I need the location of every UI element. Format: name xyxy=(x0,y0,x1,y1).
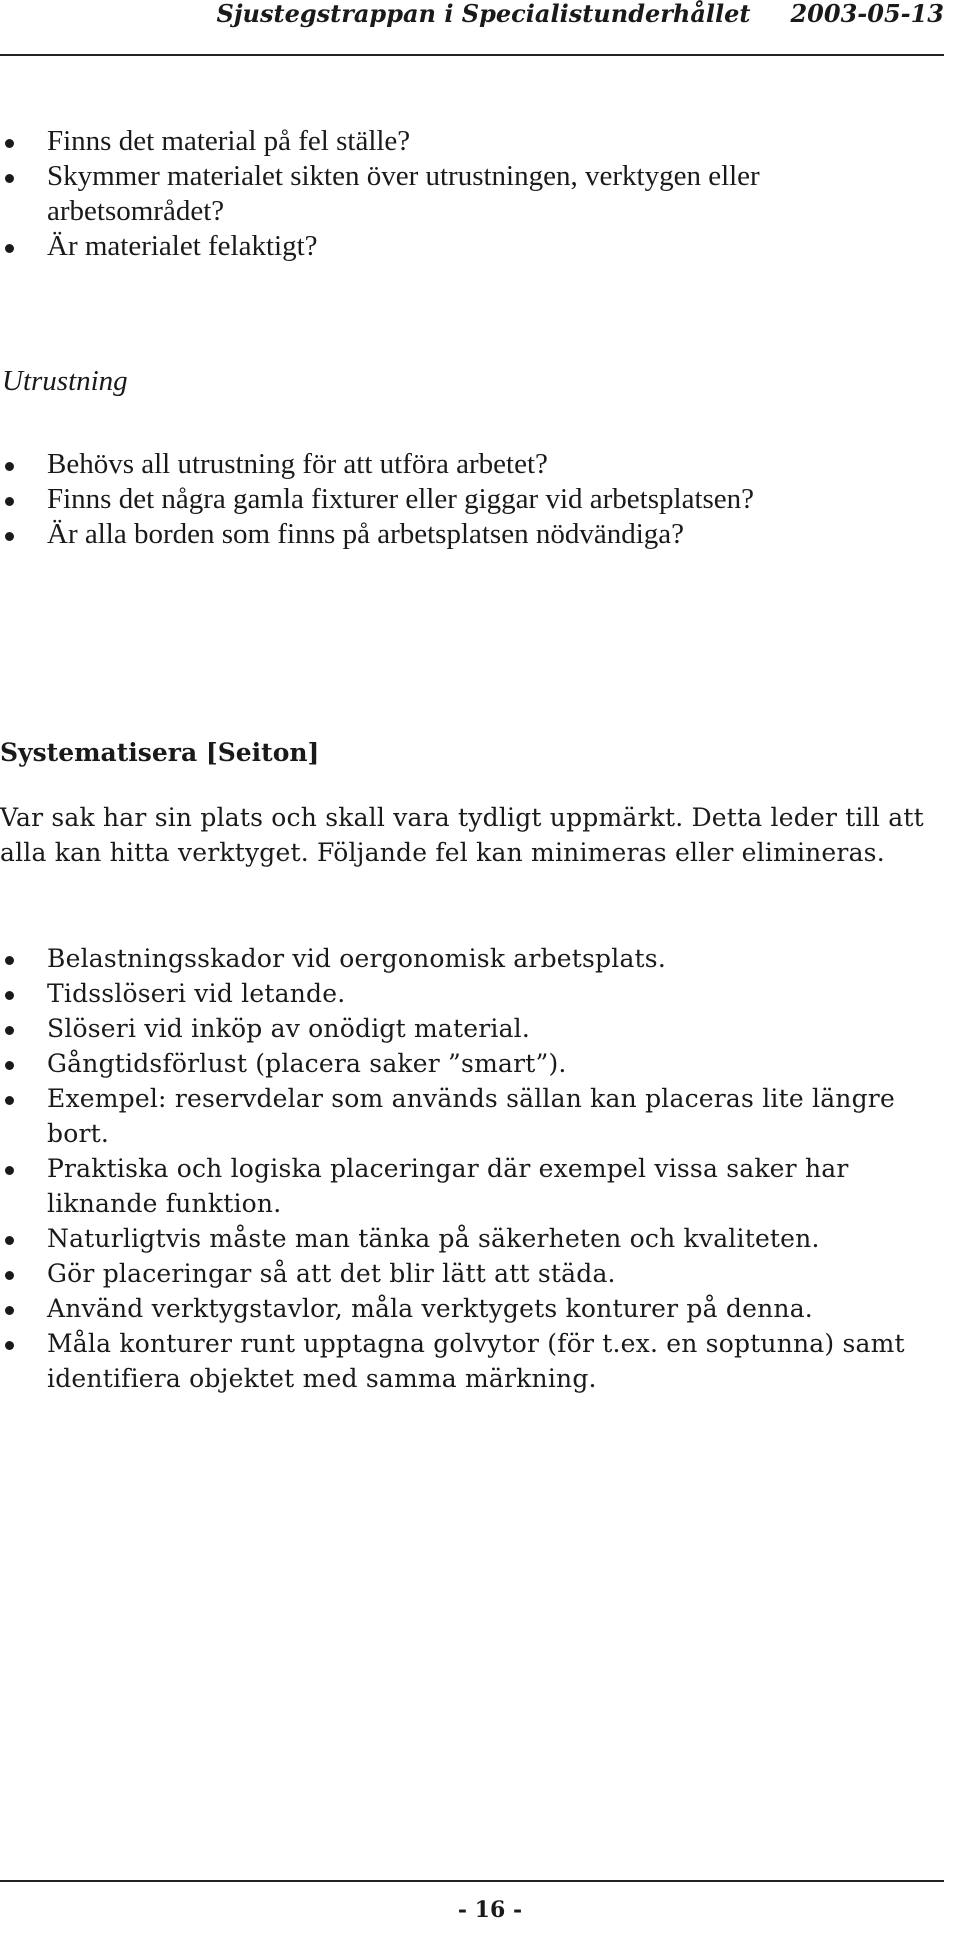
list-item-text: Gör placeringar så att det blir lätt att städa. xyxy=(47,1259,616,1288)
bullet-icon xyxy=(5,1306,14,1315)
bullet-icon xyxy=(5,1166,14,1175)
bullet-icon xyxy=(5,1341,14,1350)
list-item-text: Finns det material på fel ställe? xyxy=(47,125,411,157)
list-item xyxy=(0,1011,958,1046)
page-number: - 16 - xyxy=(457,1897,523,1923)
list-item xyxy=(0,1151,958,1221)
list-item xyxy=(0,159,940,229)
list-item xyxy=(0,482,940,517)
list-item xyxy=(0,124,940,159)
list-item-text: Slöseri vid inköp av onödigt material. xyxy=(47,1014,531,1043)
bullet-icon xyxy=(5,1236,14,1245)
bullet-list-material xyxy=(0,124,940,264)
list-item xyxy=(0,941,958,976)
bullet-icon xyxy=(5,1271,14,1280)
header-divider xyxy=(0,54,944,56)
list-item-text: Måla konturer runt upptagna golvytor (för t.ex. en soptunna) samt identifiera objektet med samma märkning. xyxy=(47,1329,905,1393)
header-text xyxy=(217,0,945,28)
list-item xyxy=(0,1291,958,1326)
bullet-icon xyxy=(5,174,14,183)
bullet-list-seiton xyxy=(0,941,958,1396)
bullet-list-utrustning xyxy=(0,447,940,552)
list-item-text: Skymmer materialet sikten över utrustningen, verktygen eller arbetsområdet? xyxy=(47,160,760,227)
list-item-text: Finns det några gamla fixturer eller giggar vid arbetsplatsen? xyxy=(47,483,755,515)
bullet-icon xyxy=(5,1026,14,1035)
bullet-icon xyxy=(5,991,14,1000)
list-item-text: Använd verktygstavlor, måla verktygets konturer på denna. xyxy=(47,1294,813,1323)
bullet-icon xyxy=(5,956,14,965)
list-item-text: Exempel: reservdelar som används sällan kan placeras lite längre bort. xyxy=(47,1084,895,1148)
list-item-text: Tidsslöseri vid letande. xyxy=(47,979,346,1008)
bullet-icon xyxy=(5,497,14,506)
section-intro-paragraph: Var sak har sin plats och skall vara tydligt uppmärkt. Detta leder till att alla kan hitta verktyget. Följande fel kan minimeras eller elimineras. xyxy=(0,803,924,867)
list-item xyxy=(0,1256,958,1291)
bullet-icon xyxy=(5,532,14,541)
bullet-icon xyxy=(5,1096,14,1105)
list-item xyxy=(0,1326,958,1396)
list-item-text: Är materialet felaktigt? xyxy=(47,230,318,262)
list-item xyxy=(0,229,940,264)
section-heading: Systematisera [Seiton] xyxy=(0,738,320,767)
bullet-icon xyxy=(5,139,14,148)
list-item-text: Belastningsskador vid oergonomisk arbetsplats. xyxy=(47,944,666,973)
footer-divider xyxy=(0,1880,944,1882)
list-item xyxy=(0,447,940,482)
list-item-text: Gångtidsförlust (placera saker ”smart”). xyxy=(47,1049,567,1078)
document-title: Sjustegstrappan i Specialistunderhållet xyxy=(216,0,751,28)
list-item xyxy=(0,1221,958,1256)
list-item xyxy=(0,1046,958,1081)
list-item-text: Naturligtvis måste man tänka på säkerheten och kvaliteten. xyxy=(47,1224,820,1253)
document-date: 2003-05-13 xyxy=(790,0,944,28)
list-item xyxy=(0,1081,958,1151)
list-item-text: Behövs all utrustning för att utföra arbetet? xyxy=(47,448,548,480)
list-item-text: Praktiska och logiska placeringar där exempel vissa saker har liknande funktion. xyxy=(47,1154,849,1218)
subheading-utrustning: Utrustning xyxy=(2,365,128,397)
bullet-icon xyxy=(5,1061,14,1070)
bullet-icon xyxy=(5,244,14,253)
bullet-icon xyxy=(5,462,14,471)
page-header xyxy=(0,0,960,54)
list-item xyxy=(0,517,940,552)
list-item-text: Är alla borden som finns på arbetsplatsen nödvändiga? xyxy=(47,518,685,550)
list-item xyxy=(0,976,958,1011)
